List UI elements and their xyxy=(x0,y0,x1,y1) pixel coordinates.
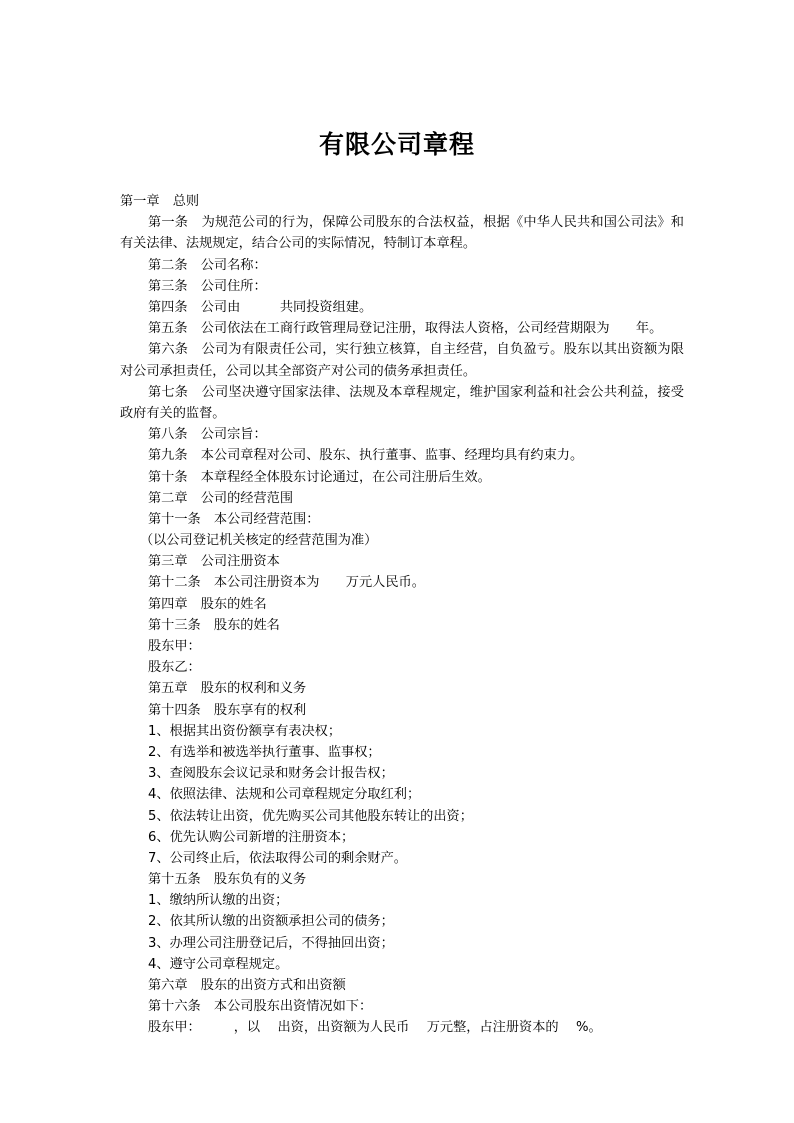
list-item: 1、缴纳所认缴的出资； xyxy=(148,893,289,909)
list-item: 2、依其所认缴的出资额承担公司的债务； xyxy=(148,914,394,930)
list-item: 6、优先认购公司新增的注册资本； xyxy=(148,829,355,845)
article-line: 第十六条 本公司股东出资情况如下： xyxy=(148,999,373,1015)
chapter-heading: 第二章 公司的经营范围 xyxy=(148,490,294,506)
document-title: 有限公司章程 xyxy=(318,130,475,159)
chapter-heading: 第三章 公司注册资本 xyxy=(148,554,280,570)
article-paragraph: 第六条 公司为有限责任公司，实行独立核算，自主经营，自负盈亏。股东以其出资额为限对公司承担责任，公司以其全部资产对公司的债务承担责任。 xyxy=(120,342,684,379)
list-item: 5、依法转让出资，优先购买公司其他股东转让的出资； xyxy=(148,808,473,824)
article-line: 第十四条 股东享有的权利 xyxy=(148,702,307,718)
list-item: 7、公司终止后，依法取得公司的剩余财产。 xyxy=(148,850,407,866)
chapter-heading: 第六章 股东的出资方式和出资额 xyxy=(148,978,346,994)
chapter-heading: 第四章 股东的姓名 xyxy=(148,596,267,612)
article-line: 第三条 公司住所： xyxy=(148,278,267,294)
shareholder-line: 股东乙： xyxy=(148,660,201,676)
chapter-heading: 第一章 总则 xyxy=(120,194,200,209)
article-line: 第十条 本章程经全体股东讨论通过，在公司注册后生效。 xyxy=(148,469,491,485)
article-line: 第十一条 本公司经营范围： xyxy=(148,511,320,527)
chapter-heading: 第五章 股东的权利和义务 xyxy=(148,681,307,697)
list-item: 4、依照法律、法规和公司章程规定分取红利； xyxy=(148,787,421,803)
list-item: 1、根据其出资份额享有表决权； xyxy=(148,723,342,739)
list-item: 2、有选举和被选举执行董事、监事权； xyxy=(148,744,381,760)
article-line: 第十二条 本公司注册资本为 万元人民币。 xyxy=(148,575,425,591)
article-line: 第五条 公司依法在工商行政管理局登记注册，取得法人资格，公司经营期限为 年。 xyxy=(148,321,663,337)
article-paragraph: 第一条 为规范公司的行为，保障公司股东的合法权益，根据《中华人民共和国公司法》和有关法律、法规规定，结合公司的实际情况，特制订本章程。 xyxy=(120,215,684,252)
article-line: 第八条 公司宗旨： xyxy=(148,427,267,443)
article-paragraph: 第七条 公司坚决遵守国家法律、法规及本章程规定，维护国家利益和社会公共利益，接受政府有关的监督。 xyxy=(120,384,684,421)
list-item: 4、遵守公司章程规定。 xyxy=(148,956,289,972)
article-line: 第十五条 股东负有的义务 xyxy=(148,872,307,888)
shareholder-contribution-line: 股东甲： ，以 出资，出资额为人民币 万元整，占注册资本的 %。 xyxy=(148,1020,602,1036)
list-item: 3、办理公司注册登记后，不得抽回出资； xyxy=(148,935,394,951)
article-line: 第四条 公司由 共同投资组建。 xyxy=(148,299,373,315)
note-line: （以公司登记机关核定的经营范围为准） xyxy=(140,533,378,549)
article-line: 第九条 本公司章程对公司、股东、执行董事、监事、经理均具有约束力。 xyxy=(148,448,584,464)
article-line: 第十三条 股东的姓名 xyxy=(148,617,280,633)
list-item: 3、查阅股东会议记录和财务会计报告权； xyxy=(148,766,394,782)
shareholder-line: 股东甲： xyxy=(148,639,201,655)
article-line: 第二条 公司名称： xyxy=(148,257,267,273)
document-body xyxy=(120,191,684,1039)
